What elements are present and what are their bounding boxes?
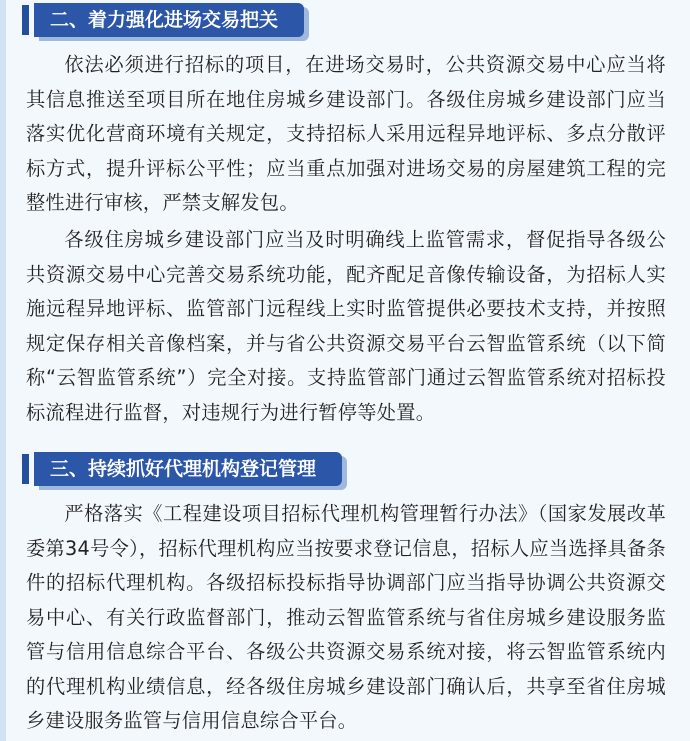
paragraph: 各级住房城乡建设部门应当及时明确线上监管需求，督促指导各级公共资源交易中心完善交易系统功能，配齐配足音像传输设备，为招标人实施远程异地评标、监管部门远程线上实时监管提供必要技术支持，并按照规定保存相关音像档案，并与省公共资源交易平台云智监管系统（以下简称“云智监管系统”）完全对接。支持监管部门通过云智监管系统对招标投标流程进行监督，对违规行为进行暂停等处置。 [26,228,666,424]
section-marker [22,454,29,484]
paragraph: 依法必须进行招标的项目，在进场交易时，公共资源交易中心应当将其信息推送至项目所在地住房城乡建设部门。各级住房城乡建设部门应当落实优化营商环境有关规定，支持招标人采用远程异地评标、多点分散评标方式，提升评标公平性；应当重点加强对进场交易的房屋建筑工程的完整性进行审核，严禁支解发包。 [26,53,666,214]
section-title: 三、持续抓好代理机构登记管理 [34,452,342,486]
paragraph: 严格落实《工程建设项目招标代理机构管理暂行办法》（国家发展改革委第34号令），招标代理机构应当按要求登记信息，招标人应当选择具备条件的招标代理机构。各级招标投标指导协调部门应当指导协调公共资源交易中心、有关行政监督部门，推动云智监管系统与省住房城乡建设服务监管与信用信息综合平台、各级公共资源交易系统对接，将云智监管系统内的代理机构业绩信息，经各级住房城乡建设部门确认后，共享至省住房城乡建设服务监管与信用信息综合平台。 [26,502,666,732]
section-header-2 [22,3,304,37]
section-header-3 [22,452,342,486]
section-title: 二、着力强化进场交易把关 [34,3,304,37]
left-border [0,0,6,741]
section-marker [22,5,29,35]
